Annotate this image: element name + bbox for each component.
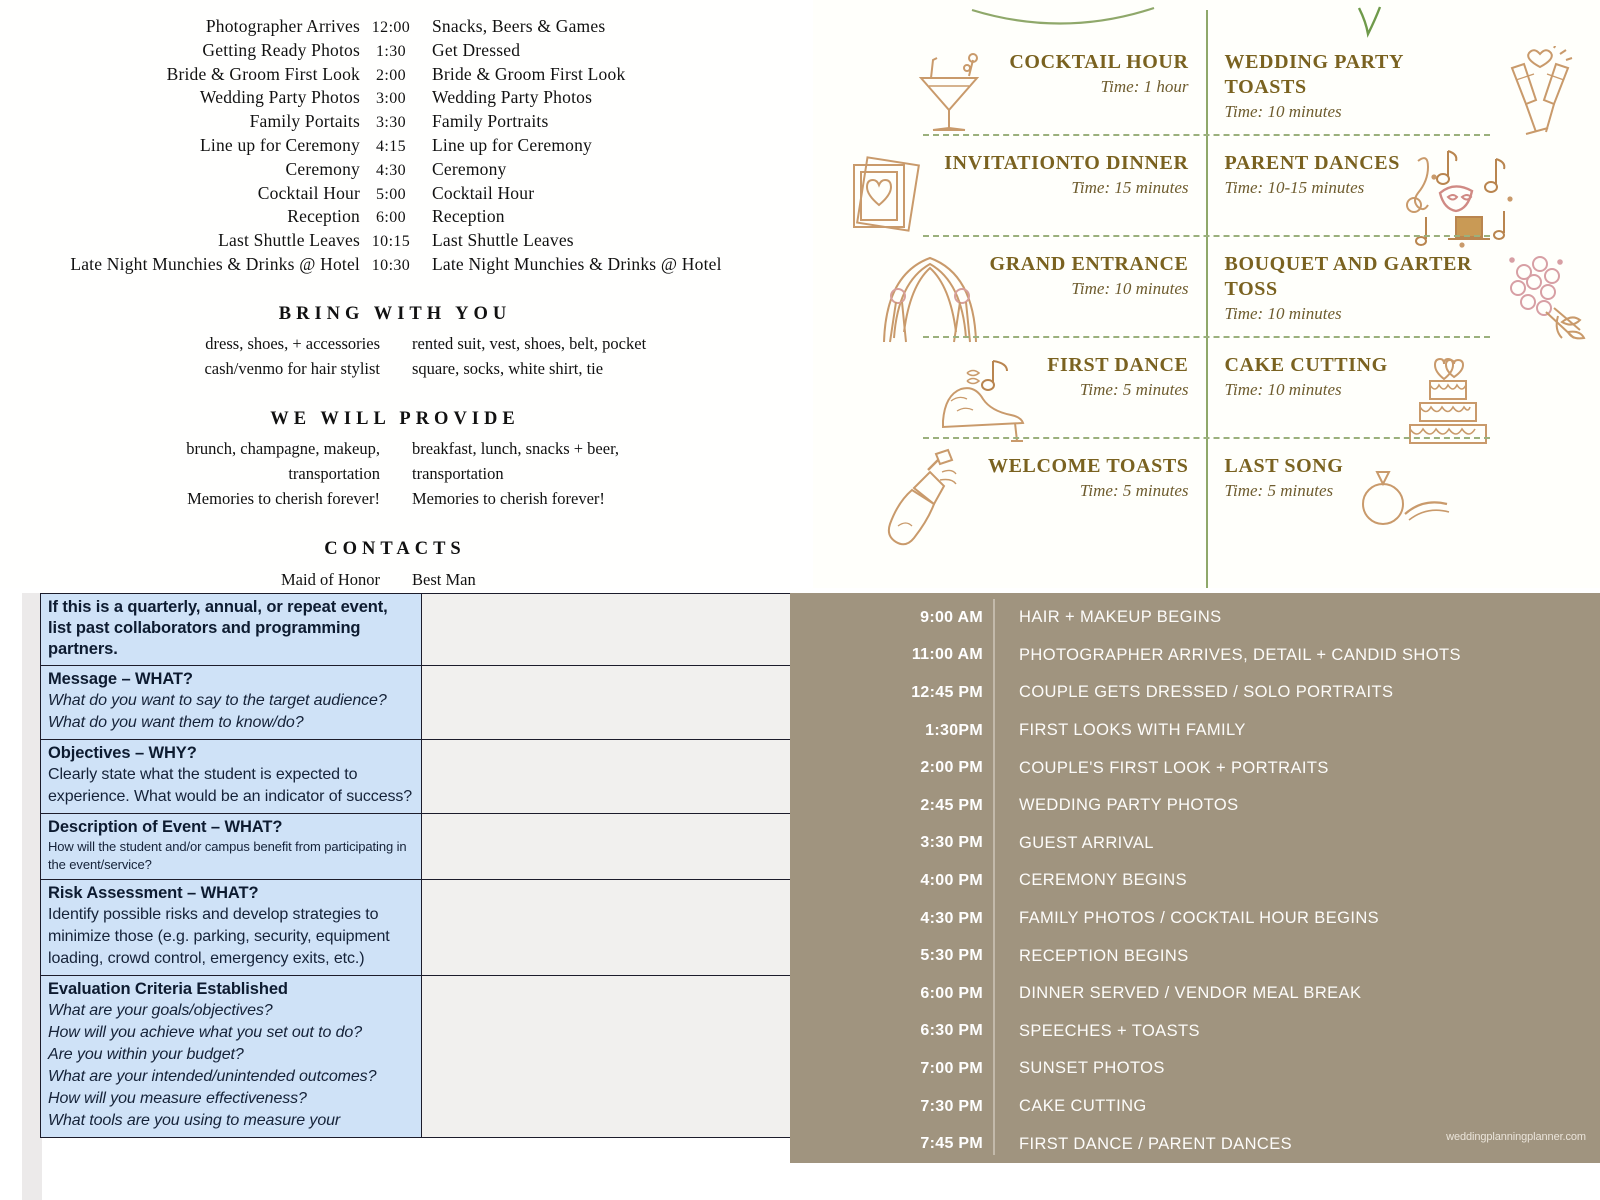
schedule-event: HAIR + MAKEUP BEGINS	[1019, 608, 1222, 627]
schedule-time: 9:00 AM	[920, 608, 983, 626]
form-answer-cell[interactable]	[422, 976, 791, 1138]
event-planning-form-panel	[0, 588, 790, 1200]
champagne-toast-icon	[1480, 46, 1600, 142]
provide-item: transportation	[288, 463, 380, 483]
page-margin-strip	[22, 593, 42, 1200]
form-prompt-heading: If this is a quarterly, annual, or repeat event, list past collaborators and programming partners.	[48, 598, 388, 658]
schedule-time: 4:00 PM	[920, 871, 983, 889]
schedule-row-time: 12:00	[371, 19, 411, 36]
icon-grid-cell	[1207, 349, 1600, 450]
schedule-row-left: Getting Ready Photos	[202, 39, 360, 60]
event-duration: Time: 10 minutes	[1224, 380, 1342, 399]
event-duration: Time: 5 minutes	[1079, 380, 1189, 399]
form-row	[41, 814, 791, 880]
icon-grid-row-cells	[813, 450, 1600, 551]
icon-grid-cell	[1207, 450, 1600, 551]
schedule-event: DINNER SERVED / VENDOR MEAL BREAK	[1019, 984, 1362, 1003]
icon-grid-cell	[1207, 46, 1600, 147]
schedule-row-right: Ceremony	[432, 158, 507, 179]
provide-item: breakfast, lunch, snacks + beer,	[412, 438, 620, 458]
event-duration: Time: 10 minutes	[1224, 304, 1342, 323]
schedule-event: SUNSET PHOTOS	[1019, 1059, 1165, 1078]
event-duration: Time: 1 hour	[1100, 77, 1189, 96]
icon-grid-cell-text	[1207, 349, 1388, 400]
schedule-row	[0, 183, 790, 207]
bring-item: cash/venmo for hair stylist	[204, 358, 380, 378]
form-answer-cell[interactable]	[422, 666, 791, 740]
icon-grid-row	[813, 450, 1600, 551]
schedule-row	[790, 937, 1600, 975]
contact-line: Best Man	[412, 569, 476, 588]
icon-grid-cell-text	[988, 450, 1207, 501]
schedule-event: FAMILY PHOTOS / COCKTAIL HOUR BEGINS	[1019, 909, 1380, 928]
form-prompt-line: Are you within your budget?	[48, 1046, 244, 1063]
schedule-vertical-rail	[993, 599, 995, 1155]
schedule-row-left: Late Night Munchies & Drinks @ Hotel	[70, 253, 360, 274]
schedule-row-right: Cocktail Hour	[432, 182, 535, 203]
schedule-row	[790, 900, 1600, 938]
event-title: FIRST DANCE	[1047, 354, 1189, 376]
schedule-row-right: Last Shuttle Leaves	[432, 230, 574, 251]
schedule-time: 4:30 PM	[920, 909, 983, 927]
icon-grid-row-cells	[813, 46, 1600, 147]
schedule-time: 2:45 PM	[920, 796, 983, 814]
schedule-time: 7:45 PM	[920, 1135, 983, 1153]
icon-grid-cell-text	[1047, 349, 1206, 400]
schedule-rows	[790, 593, 1600, 1163]
event-title: COCKTAIL HOUR	[1009, 51, 1189, 73]
schedule-time: 11:00 AM	[911, 646, 983, 664]
schedule-row-left: Family Portaits	[249, 111, 360, 132]
schedule-row-time: 10:15	[371, 233, 411, 251]
rings-icon	[1343, 450, 1463, 546]
contacts-heading: CONTACTS	[324, 538, 466, 559]
icon-grid-cell-text	[1009, 46, 1206, 97]
we-will-provide-columns	[0, 438, 790, 513]
event-title: INVITATIONTO DINNER	[944, 152, 1189, 174]
icon-grid-cell	[813, 46, 1207, 147]
provide-item: transportation	[412, 463, 504, 483]
contact-line: Maid of Honor	[281, 569, 380, 588]
music-masks-icon	[1400, 147, 1520, 243]
schedule-row	[790, 1050, 1600, 1088]
icon-grid-cell	[813, 349, 1207, 450]
schedule-row-right: Wedding Party Photos	[432, 87, 593, 108]
schedule-row	[0, 111, 790, 135]
form-answer-cell[interactable]	[422, 740, 791, 814]
form-prompt-line: Identify possible risks and develop strategies to minimize those (e.g. parking, security, equipment loading, crowd control, emergency exits, etc.)	[48, 906, 390, 967]
form-prompt-line: What are your goals/objectives?	[48, 1002, 273, 1019]
schedule-time: 3:30 PM	[920, 834, 983, 852]
icon-grid-row	[813, 248, 1600, 349]
schedule-row	[790, 1013, 1600, 1051]
icon-grid-row-cells	[813, 349, 1600, 450]
form-prompt-line: How will you measure effectiveness?	[48, 1090, 307, 1107]
form-answer-cell[interactable]	[422, 594, 791, 666]
reception-icon-grid-panel	[813, 0, 1600, 588]
form-prompt-line: How will you achieve what you set out to do?	[48, 1024, 362, 1041]
icon-grid-cell	[813, 248, 1207, 349]
schedule-row	[790, 862, 1600, 900]
event-duration: Time: 10 minutes	[1224, 102, 1342, 121]
schedule-row	[790, 825, 1600, 863]
wedding-arch-icon	[870, 248, 990, 344]
schedule-row-right: Line up for Ceremony	[432, 134, 592, 155]
schedule-row	[790, 975, 1600, 1013]
icon-grid-row	[813, 46, 1600, 147]
schedule-row-time: 4:30	[375, 161, 407, 179]
schedule-time: 1:30PM	[925, 721, 983, 739]
form-prompt-heading: Description of Event – WHAT?	[48, 818, 283, 836]
form-prompt-line: What tools are you using to measure your	[48, 1112, 341, 1129]
row-dashed-separator	[923, 336, 1490, 338]
schedule-row-right: Late Night Munchies & Drinks @ Hotel	[432, 253, 722, 274]
form-prompt-heading: Evaluation Criteria Established	[48, 980, 288, 998]
schedule-row	[0, 230, 790, 254]
bring-with-you-heading: BRING WITH YOU	[278, 303, 512, 324]
event-duration: Time: 5 minutes	[1079, 481, 1189, 500]
schedule-row	[790, 787, 1600, 825]
icon-grid	[813, 0, 1600, 551]
form-prompt-line: Clearly state what the student is expected to experience. What would be an indicator of success?	[48, 766, 413, 805]
schedule-row-time: 1:30	[375, 42, 407, 60]
bring-left-column	[0, 333, 394, 383]
form-prompt-cell	[41, 666, 422, 740]
serif-wedding-timeline-panel	[0, 0, 790, 588]
schedule-event: SPEECHES + TOASTS	[1019, 1021, 1200, 1040]
schedule-row-time: 10:30	[371, 256, 411, 274]
schedule-time: 6:30 PM	[920, 1022, 983, 1040]
schedule-row-left: Bride & Groom First Look	[166, 63, 360, 84]
contacts-left-column	[0, 568, 394, 588]
schedule-time: 7:30 PM	[920, 1097, 983, 1115]
form-prompt-heading: Risk Assessment – WHAT?	[48, 884, 259, 902]
schedule-row	[0, 64, 790, 88]
schedule-time: 5:30 PM	[920, 947, 983, 965]
schedule-time: 2:00 PM	[920, 759, 983, 777]
event-title: PARENT DANCES	[1224, 152, 1400, 174]
schedule-event: FIRST LOOKS WITH FAMILY	[1019, 721, 1246, 740]
form-prompt-cell	[41, 594, 422, 666]
provide-item: brunch, champagne, makeup,	[186, 438, 380, 458]
form-prompt-cell	[41, 740, 422, 814]
schedule-row-time: 4:15	[375, 137, 407, 155]
schedule-event: RECEPTION BEGINS	[1019, 946, 1189, 965]
wedding-day-schedule-panel	[790, 593, 1600, 1163]
schedule-row	[790, 749, 1600, 787]
form-prompt-line: What are your intended/unintended outcomes?	[48, 1068, 377, 1085]
form-row	[41, 666, 791, 740]
schedule-row	[0, 16, 790, 40]
form-prompt-cell	[41, 880, 422, 976]
serif-schedule-list	[0, 16, 790, 278]
form-answer-cell[interactable]	[422, 814, 791, 880]
event-title: GRAND ENTRANCE	[989, 253, 1189, 275]
schedule-event: COUPLE GETS DRESSED / SOLO PORTRAITS	[1019, 683, 1394, 702]
schedule-row	[790, 712, 1600, 750]
contacts-right-column	[394, 568, 790, 588]
invitation-card-icon	[824, 147, 944, 243]
form-prompt-heading: Objectives – WHY?	[48, 744, 197, 762]
schedule-event: PHOTOGRAPHER ARRIVES, DETAIL + CANDID SHOTS	[1019, 645, 1461, 664]
schedule-row-left: Line up for Ceremony	[200, 134, 360, 155]
event-title: WEDDING PARTY TOASTS	[1224, 51, 1404, 98]
icon-grid-cell-text	[1207, 147, 1400, 198]
schedule-row-left: Cocktail Hour	[257, 182, 360, 203]
schedule-time: 12:45 PM	[911, 683, 983, 701]
row-dashed-separator	[923, 437, 1490, 439]
icon-grid-row-cells	[813, 147, 1600, 248]
schedule-row-time: 3:00	[375, 90, 407, 108]
schedule-event: WEDDING PARTY PHOTOS	[1019, 796, 1239, 815]
we-will-provide-heading: WE WILL PROVIDE	[270, 408, 520, 429]
schedule-row-right: Reception	[432, 206, 505, 227]
schedule-row-left: Reception	[287, 206, 360, 227]
schedule-row-right: Snacks, Beers & Games	[432, 16, 606, 36]
form-row	[41, 880, 791, 976]
schedule-time: 7:00 PM	[920, 1059, 983, 1077]
wedding-cake-icon	[1388, 349, 1508, 445]
event-title: BOUQUET AND GARTER TOSS	[1224, 253, 1473, 300]
form-row	[41, 594, 791, 666]
icon-grid-cell-text	[1207, 46, 1481, 122]
provide-item: Memories to cherish forever!	[187, 488, 380, 508]
provide-item: Memories to cherish forever!	[412, 488, 605, 508]
schedule-row-right: Bride & Groom First Look	[432, 63, 626, 84]
row-dashed-separator	[923, 134, 1490, 136]
schedule-row	[0, 159, 790, 183]
icon-grid-cell	[813, 147, 1207, 248]
schedule-row-time: 5:00	[375, 185, 407, 203]
bring-item: square, socks, white shirt, tie	[412, 358, 604, 378]
bring-item: dress, shoes, + accessories	[205, 333, 380, 353]
schedule-row	[0, 40, 790, 64]
watermark: weddingplanningplanner.com	[1446, 1131, 1586, 1143]
form-prompt-heading: Message – WHAT?	[48, 670, 193, 688]
planning-form-body	[41, 594, 791, 1138]
schedule-event: CEREMONY BEGINS	[1019, 871, 1187, 890]
form-prompt-line: What do you want them to know/do?	[48, 714, 304, 731]
schedule-event: COUPLE'S FIRST LOOK + PORTRAITS	[1019, 758, 1329, 777]
icon-grid-cell-text	[1207, 248, 1481, 324]
schedule-row-left: Wedding Party Photos	[199, 87, 360, 108]
bring-right-column	[394, 333, 790, 383]
event-title: LAST SONG	[1224, 455, 1344, 477]
high-heel-music-icon	[927, 349, 1047, 445]
icon-grid-row-cells	[813, 248, 1600, 349]
icon-grid-cell-text	[990, 248, 1207, 299]
schedule-row	[0, 135, 790, 159]
schedule-row	[790, 1088, 1600, 1126]
icon-grid-cell	[1207, 248, 1600, 349]
event-duration: Time: 10-15 minutes	[1224, 178, 1365, 197]
schedule-row-time: 6:00	[375, 209, 407, 227]
planning-form-table	[40, 593, 790, 1138]
form-prompt-line: How will the student and/or campus benefit from participating in the event/service?	[48, 839, 407, 872]
event-duration: Time: 15 minutes	[1071, 178, 1189, 197]
schedule-row-time: 3:30	[375, 114, 407, 132]
schedule-row-right: Family Portraits	[432, 111, 549, 132]
icon-grid-cell-text	[944, 147, 1206, 198]
row-dashed-separator	[923, 235, 1490, 237]
schedule-row	[790, 637, 1600, 675]
bouquet-icon	[1480, 248, 1600, 344]
cocktail-glass-icon	[889, 46, 1009, 142]
event-title: CAKE CUTTING	[1224, 354, 1388, 376]
schedule-row	[0, 254, 790, 278]
schedule-row	[0, 87, 790, 111]
event-title: WELCOME TOASTS	[988, 455, 1189, 477]
icon-grid-row	[813, 147, 1600, 248]
champagne-bottle-icon	[868, 450, 988, 546]
schedule-row	[0, 206, 790, 230]
schedule-row-left: Ceremony	[285, 158, 360, 179]
schedule-row-left: Photographer Arrives	[205, 16, 360, 36]
form-prompt-cell	[41, 976, 422, 1138]
form-row	[41, 976, 791, 1138]
form-prompt-line: What do you want to say to the target audience?	[48, 692, 387, 709]
bring-with-you-columns	[0, 333, 790, 383]
provide-left-column	[0, 438, 394, 513]
bring-item: rented suit, vest, shoes, belt, pocket	[412, 333, 647, 353]
icon-grid-cell	[1207, 147, 1600, 248]
icon-grid-cell	[813, 450, 1207, 551]
form-answer-cell[interactable]	[422, 880, 791, 976]
schedule-time: 6:00 PM	[920, 984, 983, 1002]
schedule-event: FIRST DANCE / PARENT DANCES	[1019, 1134, 1293, 1153]
schedule-row-time: 2:00	[375, 66, 407, 84]
form-prompt-cell	[41, 814, 422, 880]
provide-right-column	[394, 438, 790, 513]
schedule-row	[790, 599, 1600, 637]
schedule-event: GUEST ARRIVAL	[1019, 833, 1154, 852]
schedule-event: CAKE CUTTING	[1019, 1097, 1147, 1116]
event-duration: Time: 10 minutes	[1071, 279, 1189, 298]
schedule-row-left: Last Shuttle Leaves	[218, 230, 360, 251]
schedule-row-right: Get Dressed	[432, 39, 521, 60]
icon-grid-row	[813, 349, 1600, 450]
schedule-row	[790, 674, 1600, 712]
event-duration: Time: 5 minutes	[1224, 481, 1334, 500]
icon-grid-cell-text	[1207, 450, 1344, 501]
contacts-columns	[0, 568, 790, 588]
form-row	[41, 740, 791, 814]
